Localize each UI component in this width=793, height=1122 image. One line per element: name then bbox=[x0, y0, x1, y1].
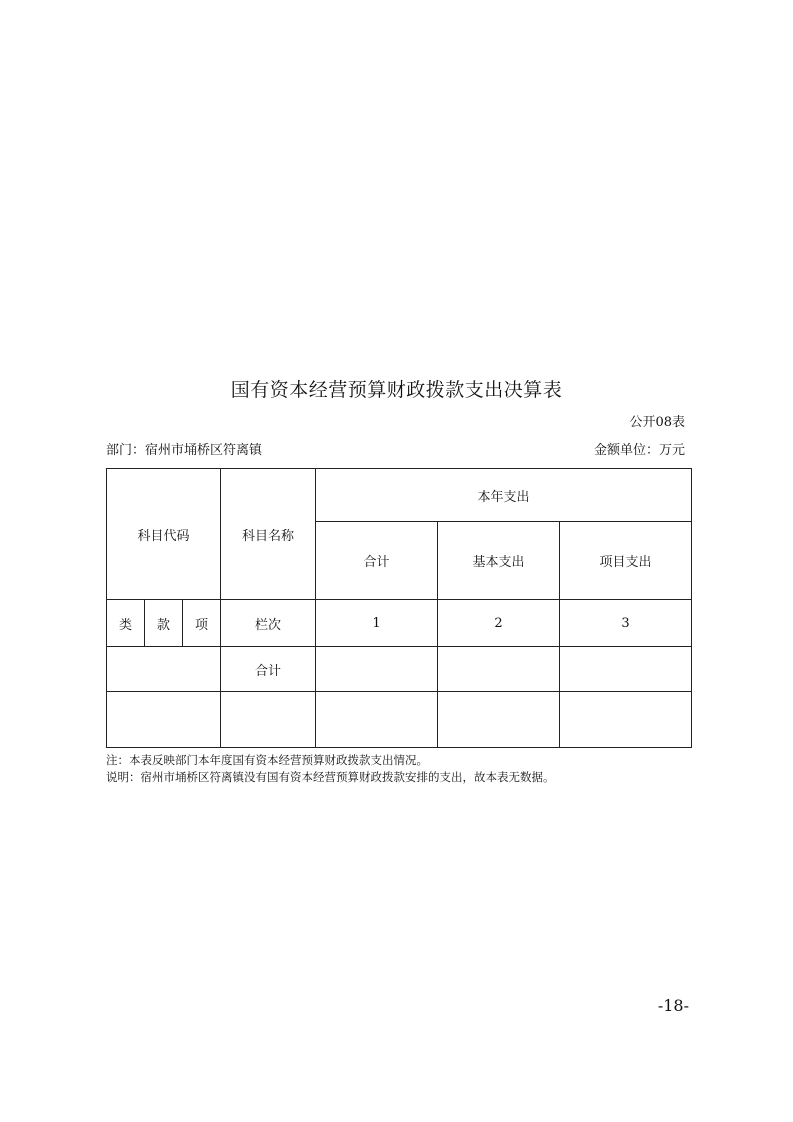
basic-expense-header: 基本支出 bbox=[438, 522, 560, 600]
page-title: 国有资本经营预算财政拨款支出决算表 bbox=[230, 379, 563, 401]
column-3-cell: 3 bbox=[560, 600, 692, 647]
total-row-label: 合计 bbox=[221, 647, 316, 692]
empty-row-project-cell bbox=[560, 692, 692, 748]
explanation-text: 说明：宿州市埇桥区符离镇没有国有资本经营预算财政拨款安排的支出，故本表无数据。 bbox=[106, 770, 555, 784]
page-number: -18- bbox=[657, 996, 689, 1015]
total-header: 合计 bbox=[316, 522, 438, 600]
empty-row-code-cell bbox=[107, 692, 221, 748]
subject-name-header: 科目名称 bbox=[221, 469, 316, 600]
amount-unit-label: 金额单位：万元 bbox=[593, 443, 685, 458]
empty-row-basic-cell bbox=[438, 692, 560, 748]
total-row-project-cell bbox=[560, 647, 692, 692]
total-row-total-cell bbox=[316, 647, 438, 692]
lei-cell: 类 bbox=[107, 600, 145, 647]
kuan-cell: 款 bbox=[145, 600, 183, 647]
total-row-code-cell bbox=[107, 647, 221, 692]
column-2-cell: 2 bbox=[438, 600, 560, 647]
column-1-cell: 1 bbox=[316, 600, 438, 647]
empty-row-name-cell bbox=[221, 692, 316, 748]
note-text: 注：本表反映部门本年度国有资本经营预算财政拨款支出情况。 bbox=[106, 753, 428, 767]
column-order-cell: 栏次 bbox=[221, 600, 316, 647]
notes-block bbox=[106, 752, 555, 786]
form-number: 公开08表 bbox=[629, 415, 685, 430]
xiang-cell: 项 bbox=[183, 600, 221, 647]
project-expense-header: 项目支出 bbox=[560, 522, 692, 600]
empty-row-total-cell bbox=[316, 692, 438, 748]
department-label: 部门：宿州市埇桥区符离镇 bbox=[106, 443, 263, 458]
expense-table bbox=[106, 468, 692, 748]
current-year-expense-header: 本年支出 bbox=[316, 469, 692, 522]
subject-code-header: 科目代码 bbox=[107, 469, 221, 600]
total-row-basic-cell bbox=[438, 647, 560, 692]
